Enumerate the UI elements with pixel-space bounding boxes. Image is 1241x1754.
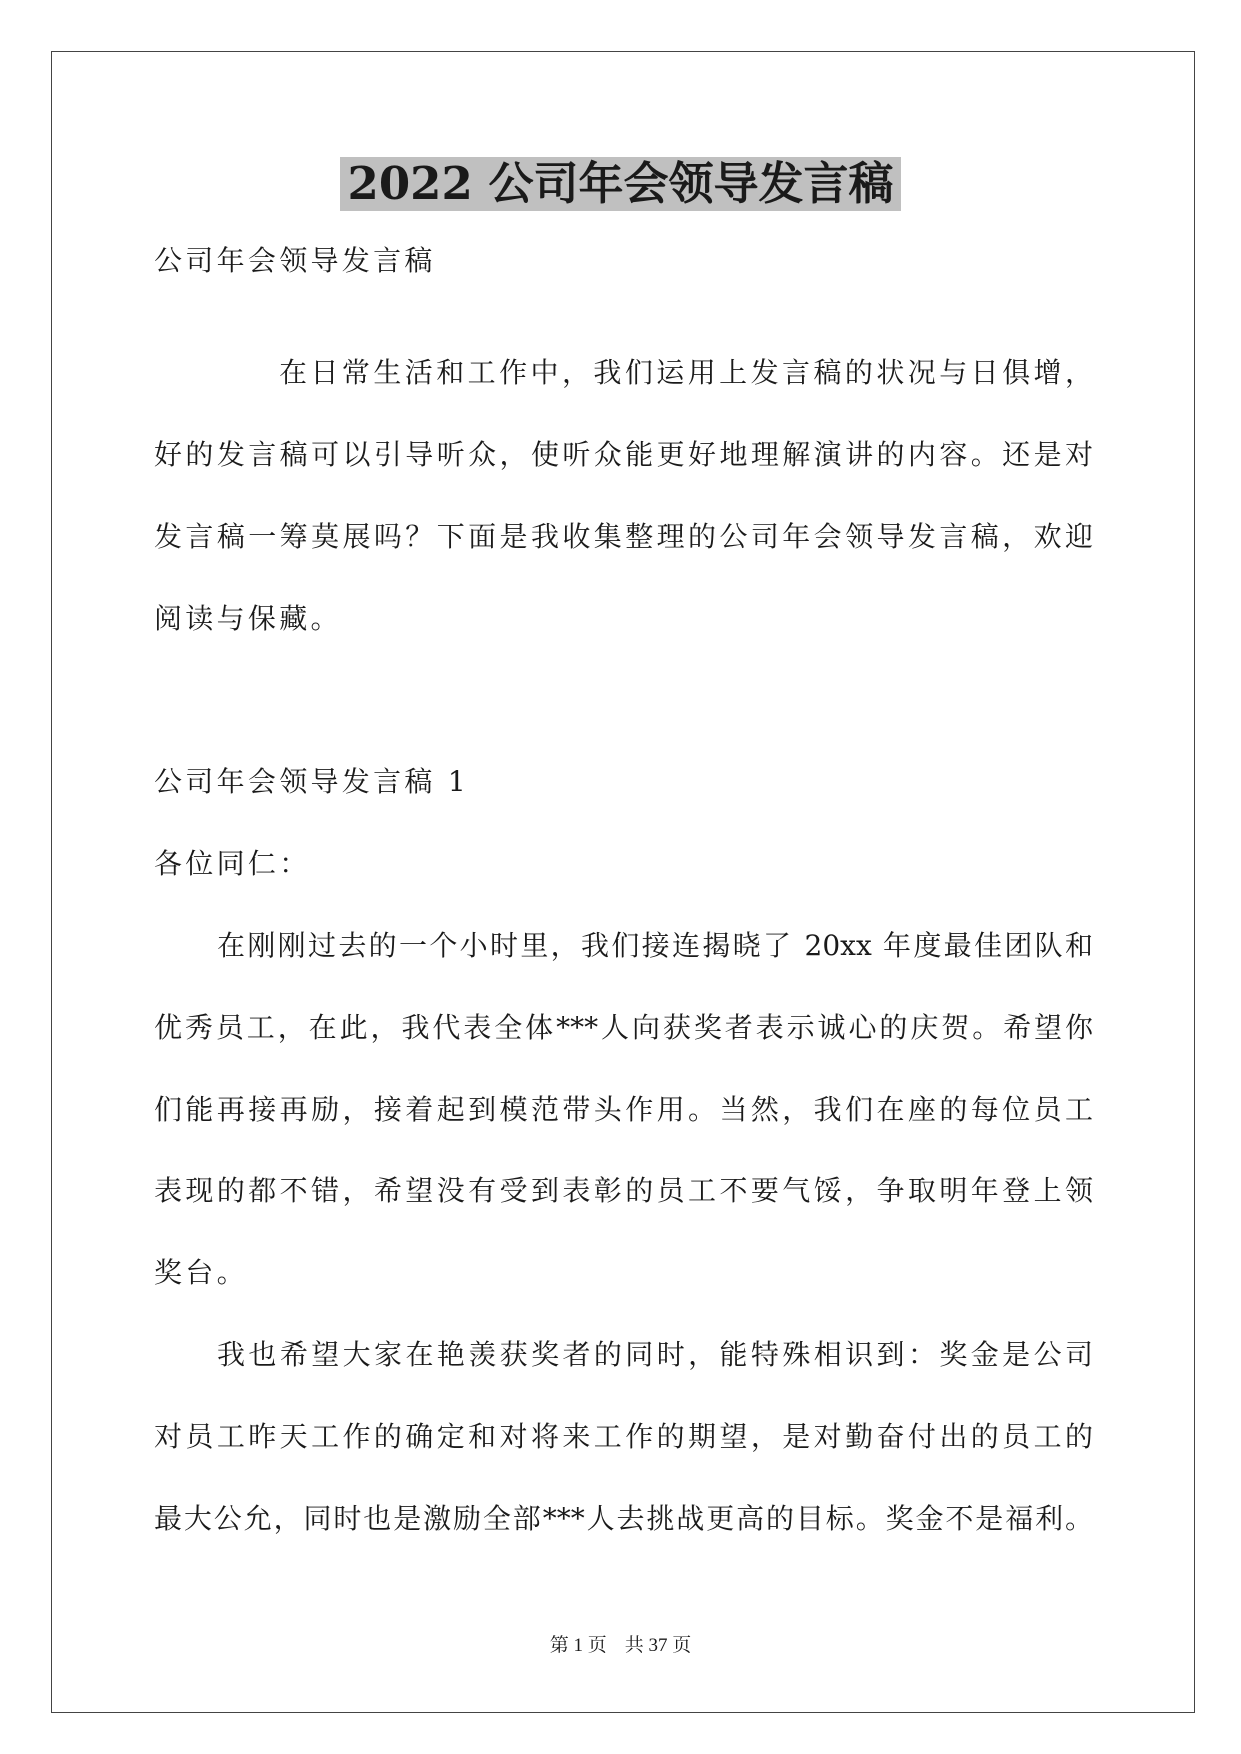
page-number: 第 1 页 — [549, 1635, 607, 1656]
document-title: 2022 公司年会领导发言稿 — [340, 157, 902, 211]
paragraph-line: 我也希望大家在艳羡获奖者的同时，能特殊相识到：奖金是公司 — [217, 1338, 1093, 1372]
paragraph-1 — [154, 905, 1093, 1314]
intro-paragraph — [154, 332, 1093, 659]
title-container — [0, 157, 1241, 211]
paragraph-line: 在刚刚过去的一个小时里，我们接连揭晓了 20xx 年度最佳团队和 — [217, 929, 1093, 963]
intro-heading: 公司年会领导发言稿 — [154, 244, 436, 277]
paragraph-line: 奖台。 — [154, 1256, 248, 1290]
paragraph-line: 在日常生活和工作中，我们运用上发言稿的状况与日俱增， — [279, 356, 1093, 390]
paragraph-line: 阅读与保藏。 — [154, 601, 342, 635]
paragraph-line: 们能再接再励，接着起到模范带头作用。当然，我们在座的每位员工 — [154, 1092, 1093, 1126]
paragraph-line: 对员工昨天工作的确定和对将来工作的期望，是对勤奋付出的员工的 — [154, 1419, 1093, 1453]
paragraph-2 — [154, 1314, 1093, 1559]
greeting: 各位同仁： — [154, 847, 311, 881]
paragraph-line: 优秀员工，在此，我代表全体***人向获奖者表示诚心的庆贺。希望你 — [154, 1010, 1093, 1044]
paragraph-line: 好的发言稿可以引导听众，使听众能更好地理解演讲的内容。还是对 — [154, 438, 1093, 472]
document-body — [154, 220, 1093, 1559]
section-heading: 公司年会领导发言稿 1 — [154, 765, 470, 799]
page-total: 共 37 页 — [624, 1635, 692, 1656]
paragraph-line: 最大公允，同时也是激励全部***人去挑战更高的目标。奖金不是福利。 — [154, 1501, 1093, 1535]
page-footer — [0, 1634, 1241, 1658]
paragraph-line: 发言稿一筹莫展吗？下面是我收集整理的公司年会领导发言稿，欢迎 — [154, 520, 1093, 554]
paragraph-line: 表现的都不错，希望没有受到表彰的员工不要气馁，争取明年登上领 — [154, 1174, 1093, 1208]
